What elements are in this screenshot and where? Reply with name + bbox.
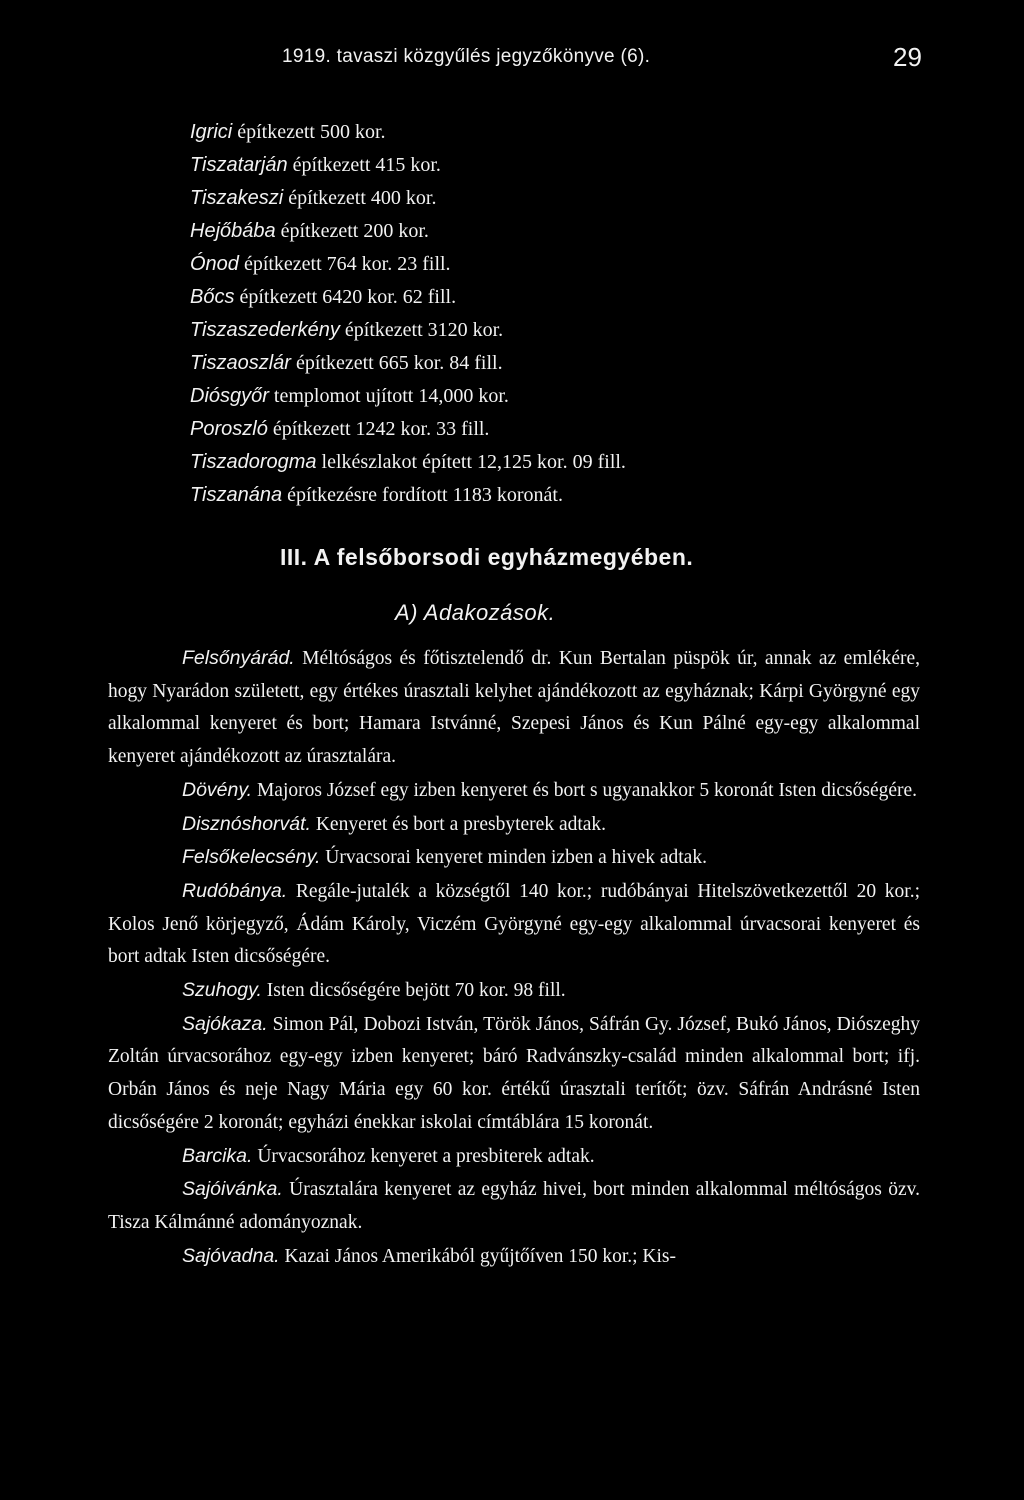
- paragraph-text: Kazai János Amerikából gyűjtőíven 150 kor.; Kis-: [279, 1245, 677, 1267]
- paragraph: [108, 875, 920, 974]
- list-item: [190, 347, 990, 380]
- place-name: Szuhogy.: [182, 979, 262, 1002]
- place-name: Ónod: [190, 253, 239, 275]
- place-name: Diósgyőr: [190, 385, 269, 407]
- paragraph-text: Úrasztalára kenyeret az egyház hivei, bort minden alkalommal méltóságos özv. Tisza Kálmánné adományoznak.: [108, 1179, 920, 1233]
- place-name: Dövény.: [182, 778, 253, 801]
- place-name: Sajókaza.: [182, 1012, 268, 1035]
- entry-text: építkezett 3120 kor.: [339, 319, 504, 341]
- paragraph: [108, 774, 920, 808]
- place-name: Hejőbába: [190, 220, 276, 242]
- list-item: [190, 479, 990, 512]
- list-item: [190, 413, 990, 446]
- entry-text: építkezett 6420 kor. 62 fill.: [234, 286, 457, 308]
- list-item: [190, 182, 990, 215]
- list-item: [190, 281, 990, 314]
- paragraph-text: Méltóságos és főtisztelendő dr. Kun Bertalan püspök úr, annak az emlékére, hogy Nyarádon született, egy értékes úrasztali kelyhet ajándékozott az egyháznak; Kárpi Györgyné egy alkalommal kenyeret és bort; Hamara Istvánné, Szepesi János és Kun Pálné egy-egy alkalommal kenyeret ajándékozott az úrasztalára.: [108, 648, 920, 768]
- place-name: Igrici: [190, 121, 233, 143]
- place-name: Tiszaszederkény: [190, 319, 340, 341]
- place-name: Tiszanána: [190, 484, 283, 506]
- paragraph-text: Isten dicsőségére bejött 70 kor. 98 fill.: [261, 980, 566, 1002]
- paragraph-text: Kenyeret és bort a presbyterek adtak.: [310, 813, 607, 835]
- entry-text: építkezett 415 kor.: [287, 154, 441, 176]
- entry-text: építkezett 764 kor. 23 fill.: [238, 253, 451, 275]
- list-item: [190, 248, 990, 281]
- paragraph-text: Simon Pál, Dobozi István, Török János, Sáfrán Gy. József, Bukó János, Diószeghy Zoltán úrvacsorához egy-egy izben kenyeret; báró Radvánszky-család minden alkalommal bort; ifj. Orbán János és neje Nagy Mária egy 60 kor. értékű úrasztali terítőt; özv. Sáfrán Andrásné Isten dicsőségére 2 koronát; egyházi énekkar iskolai címtáblára 15 koronát.: [108, 1013, 920, 1133]
- paragraph-text: Majoros József egy izben kenyeret és bort s ugyanakkor 5 koronát Isten dicsőségére.: [252, 779, 918, 801]
- paragraph-text: Úrvacsorához kenyeret a presbiterek adtak.: [252, 1145, 595, 1167]
- paragraph: [108, 1173, 920, 1239]
- page-header: [0, 40, 1024, 90]
- paragraph: [108, 1240, 920, 1274]
- paragraph-text: Úrvacsorai kenyeret minden izben a hivek adtak.: [320, 847, 707, 869]
- list-item: [190, 149, 990, 182]
- donations-text: [108, 642, 920, 1273]
- place-name: Tiszadorogma: [190, 451, 317, 473]
- list-item: [190, 116, 990, 149]
- running-title: 1919. tavaszi közgyűlés jegyzőkönyve (6).: [282, 46, 651, 67]
- entry-text: templomot ujított 14,000 kor.: [268, 385, 509, 407]
- place-name: Tiszakeszi: [190, 187, 284, 209]
- place-name: Poroszló: [190, 418, 268, 440]
- paragraph: [108, 974, 920, 1008]
- place-name: Sajóvadna.: [182, 1244, 280, 1267]
- paragraph: [108, 808, 920, 842]
- list-item: [190, 380, 990, 413]
- place-name: Barcika.: [182, 1144, 253, 1167]
- paragraph: [108, 1140, 920, 1174]
- section-heading: III. A felsőborsodi egyházmegyében.: [280, 544, 694, 570]
- place-name: Felsőnyárád.: [182, 647, 295, 669]
- page-number: 29: [893, 42, 922, 72]
- entry-text: építkezett 1242 kor. 33 fill.: [267, 418, 490, 440]
- place-name: Felsőkelecsény.: [182, 846, 321, 869]
- entry-text: lelkészlakot épített 12,125 kor. 09 fill.: [316, 451, 626, 473]
- place-name: Bőcs: [190, 286, 235, 308]
- list-item: [190, 446, 990, 479]
- entry-text: építkezett 665 kor. 84 fill.: [290, 352, 503, 374]
- entry-text: építkezésre fordított 1183 koronát.: [282, 484, 563, 506]
- place-name: Disznóshorvát.: [182, 812, 311, 835]
- list-item: [190, 215, 990, 248]
- paragraph: [108, 1008, 920, 1140]
- place-name: Tiszatarján: [190, 154, 288, 176]
- entry-text: építkezett 200 kor.: [275, 220, 429, 242]
- entry-text: építkezett 500 kor.: [232, 121, 386, 143]
- paragraph: [108, 642, 920, 774]
- subsection-heading: A) Adakozások.: [395, 600, 556, 625]
- place-name: Rudóbánya.: [182, 879, 288, 902]
- entry-text: építkezett 400 kor.: [283, 187, 437, 209]
- list-item: [190, 314, 990, 347]
- place-name: Sajóivánka.: [182, 1178, 283, 1201]
- construction-list: [190, 116, 990, 512]
- place-name: Tiszaoszlár: [190, 352, 291, 374]
- paragraph: [108, 841, 920, 875]
- paragraph-text: Regále-jutalék a községtől 140 kor.; rudóbányai Hitelszövetkezettől 20 kor.; Kolos Jenő körjegyző, Ádám Károly, Viczém Györgyné egy-egy alkalommal úrvacsorai kenyeret és bort adtak Isten dicsőségére.: [108, 880, 920, 968]
